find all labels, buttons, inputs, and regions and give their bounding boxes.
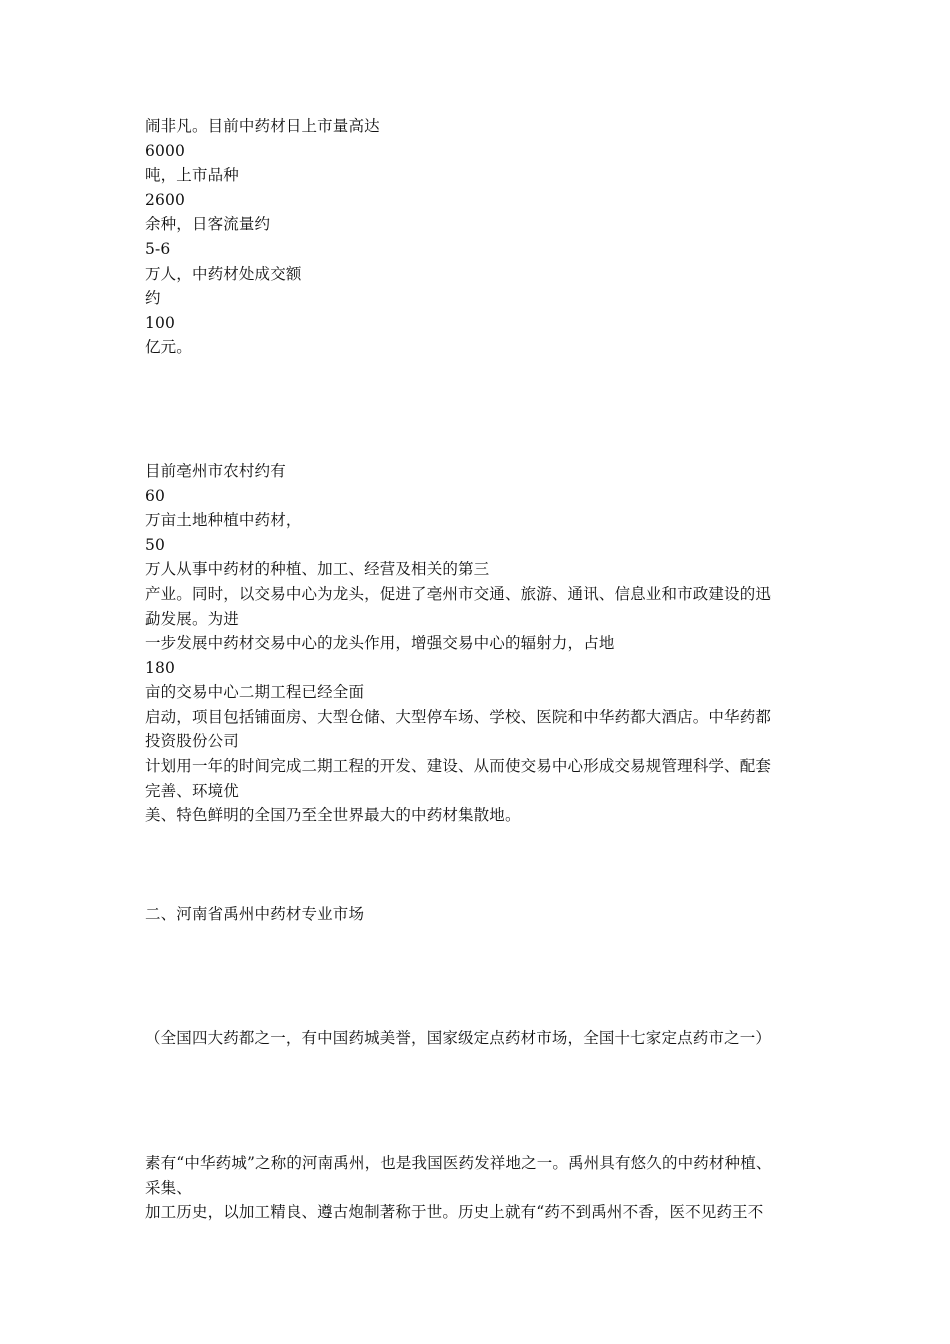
- text-line: 启动，项目包括铺面房、大型仓储、大型停车场、学校、医院和中华药都大酒店。中华药都: [145, 707, 772, 726]
- text-line: 完善、环境优: [145, 781, 239, 800]
- text-line: 闹非凡。目前中药材日上市量高达: [145, 117, 380, 135]
- text-line: 目前亳州市农村约有: [145, 461, 286, 480]
- text-line: 投资股份公司: [145, 732, 239, 751]
- section-note: （全国四大药都之一，有中国药城美誉，国家级定点药材市场，全国十七家定点药市之一）: [145, 1029, 772, 1048]
- text-line: 约: [145, 289, 161, 308]
- paragraph-spacer: [145, 360, 810, 459]
- text-line: 美、特色鲜明的全国乃至全世界最大的中药材集散地。: [145, 806, 521, 825]
- text-line: 亿元。: [145, 338, 192, 357]
- paragraph-spacer: [145, 828, 810, 902]
- document-page: [145, 114, 810, 1225]
- paragraph-bozhou-market-stats: [145, 114, 810, 360]
- text-line: 万人从事中药材的种植、加工、经营及相关的第三: [145, 560, 490, 579]
- paragraph-bozhou-development: [145, 459, 810, 828]
- text-line: 加工历史，以加工精良、遵古炮制著称于世。历史上就有“药不到禹州不香，医不见药王不: [145, 1203, 764, 1222]
- text-line: 亩的交易中心二期工程已经全面: [145, 683, 365, 702]
- text-line: 万亩土地种植中药材，: [145, 511, 302, 530]
- text-line: 2600: [145, 190, 186, 209]
- text-line: 100: [145, 313, 176, 332]
- text-line: 万人，中药材处成交额: [145, 264, 302, 283]
- text-line: 计划用一年的时间完成二期工程的开发、建设、从而使交易中心形成交易规管理科学、配套: [145, 757, 772, 776]
- text-line: 180: [145, 658, 176, 677]
- text-line: 50: [145, 535, 166, 554]
- paragraph-yuzhou-intro: [145, 1151, 810, 1225]
- text-line: 60: [145, 486, 166, 505]
- text-line: 5-6: [145, 239, 171, 258]
- paragraph-spacer: [145, 1051, 810, 1151]
- section-heading: 二、河南省禹州中药材专业市场: [145, 904, 365, 923]
- text-line: 素有“中华药城”之称的河南禹州，也是我国医药发祥地之一。禹州具有悠久的中药材种植、: [145, 1154, 772, 1173]
- text-line: 余种，日客流量约: [145, 215, 271, 234]
- text-line: 一步发展中药材交易中心的龙头作用，增强交易中心的辐射力，占地: [145, 634, 615, 653]
- text-line: 6000: [145, 141, 186, 160]
- text-line: 勐发展。为进: [145, 609, 239, 628]
- paragraph-spacer: [145, 926, 810, 1026]
- text-line: 吨，上市品种: [145, 166, 239, 185]
- text-line: 采集、: [145, 1178, 192, 1197]
- text-line: 产业。同时，以交易中心为龙头，促进了亳州市交通、旅游、通讯、信息业和市政建设的迅: [145, 584, 772, 603]
